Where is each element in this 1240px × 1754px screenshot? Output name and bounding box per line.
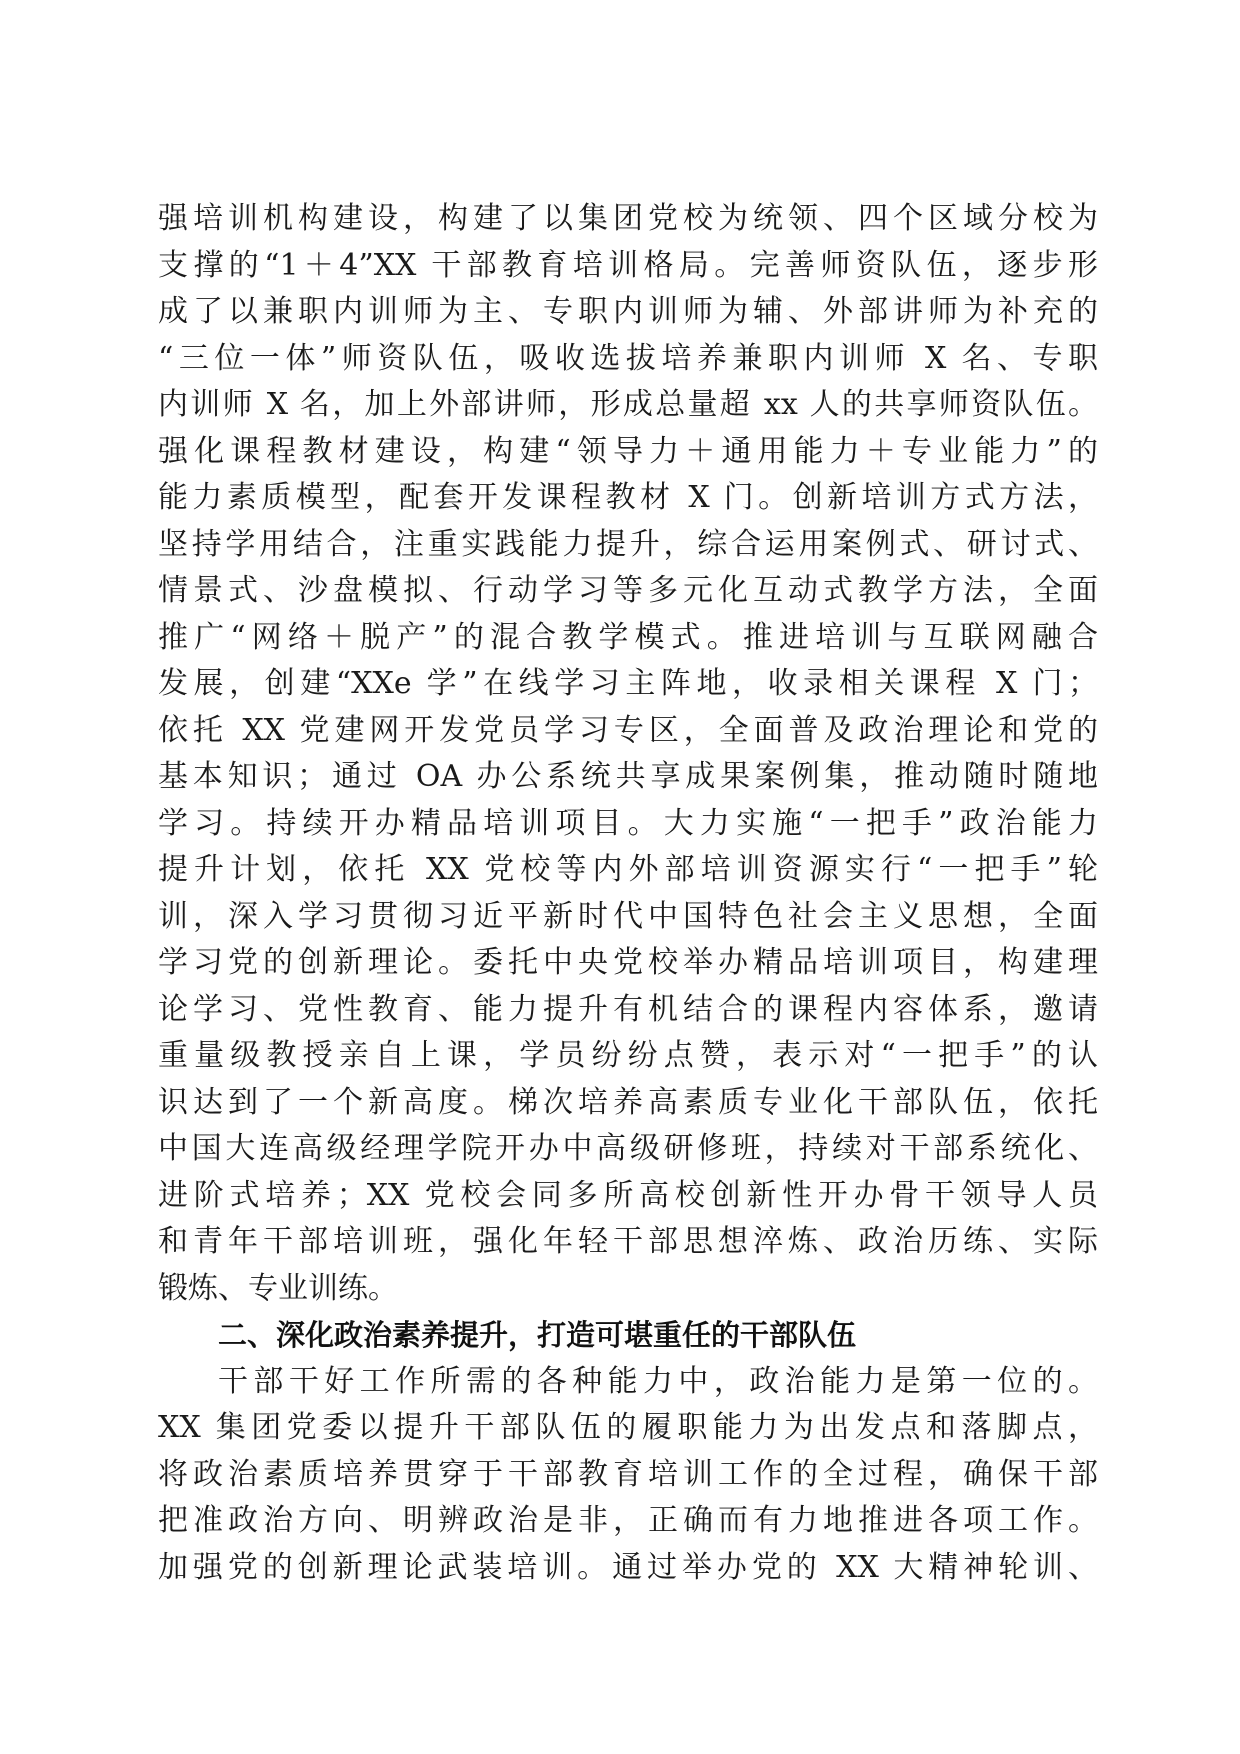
text-line: “三位一体”师资队伍，吸收选拔培养兼职内训师 X 名、专职	[158, 340, 1098, 376]
text-line: 能力素质模型，配套开发课程教材 X 门。创新培训方式方法，	[158, 480, 1098, 515]
text-line: 论学习、党性教育、能力提升有机结合的课程内容体系，邀请	[158, 991, 1098, 1027]
text-line: 基本知识；通过 OA 办公系统共享成果案例集，推动随时随地	[158, 759, 1098, 794]
text-line: 学习。持续开办精品培训项目。大力实施“一把手”政治能力	[158, 805, 1098, 841]
text-line: 推广“网络＋脱产”的混合教学模式。推进培训与互联网融合	[158, 619, 1098, 655]
text-line: 重量级教授亲自上课，学员纷纷点赞，表示对“一把手”的认	[158, 1038, 1098, 1073]
text-line: 锻炼、专业训练。	[158, 1270, 398, 1306]
text-line: 发展，创建“XXe 学”在线学习主阵地，收录相关课程 X 门；	[158, 666, 1098, 701]
document-body	[158, 196, 1098, 1591]
text-line: 强培训机构建设，构建了以集团党校为统领、四个区域分校为	[158, 201, 1098, 236]
text-line: 将政治素质培养贯穿于干部教育培训工作的全过程，确保干部	[158, 1456, 1098, 1492]
text-line: 把准政治方向、明辨政治是非，正确而有力地推进各项工作。	[158, 1503, 1098, 1538]
section-heading: 二、深化政治素养提升，打造可堪重任的干部队伍	[218, 1318, 857, 1352]
text-line: 进阶式培养；XX 党校会同多所高校创新性开办骨干领导人员	[158, 1177, 1098, 1213]
text-line: 内训师 X 名，加上外部讲师，形成总量超 xx 人的共享师资队伍。	[158, 387, 1098, 422]
text-line: 坚持学用结合，注重实践能力提升，综合运用案例式、研讨式、	[158, 526, 1098, 562]
text-line: 训，深入学习贯彻习近平新时代中国特色社会主义思想，全面	[158, 898, 1098, 934]
text-line: 干部干好工作所需的各种能力中，政治能力是第一位的。	[218, 1363, 1098, 1399]
text-line: 识达到了一个新高度。梯次培养高素质专业化干部队伍，依托	[158, 1084, 1098, 1120]
text-line: 强化课程教材建设，构建“领导力＋通用能力＋专业能力”的	[158, 433, 1098, 469]
text-line: 支撑的“1＋4”XX 干部教育培训格局。完善师资队伍，逐步形	[158, 247, 1098, 283]
text-line: 情景式、沙盘模拟、行动学习等多元化互动式教学方法，全面	[158, 573, 1098, 608]
paragraph-political-quality	[158, 1359, 1098, 1592]
paragraph-training-system	[158, 196, 1098, 1312]
text-line: 成了以兼职内训师为主、专职内训师为辅、外部讲师为补充的	[158, 294, 1098, 329]
text-line: 提升计划，依托 XX 党校等内外部培训资源实行“一把手”轮	[158, 852, 1098, 887]
text-line: 学习党的创新理论。委托中央党校举办精品培训项目，构建理	[158, 945, 1098, 980]
text-line: 和青年干部培训班，强化年轻干部思想淬炼、政治历练、实际	[158, 1224, 1098, 1259]
text-line: 依托 XX 党建网开发党员学习专区，全面普及政治理论和党的	[158, 712, 1098, 748]
text-line: 加强党的创新理论武装培训。通过举办党的 XX 大精神轮训、	[158, 1549, 1098, 1585]
text-line: 中国大连高级经理学院开办中高级研修班，持续对干部系统化、	[158, 1131, 1098, 1166]
text-line: XX 集团党委以提升干部队伍的履职能力为出发点和落脚点，	[158, 1410, 1098, 1445]
